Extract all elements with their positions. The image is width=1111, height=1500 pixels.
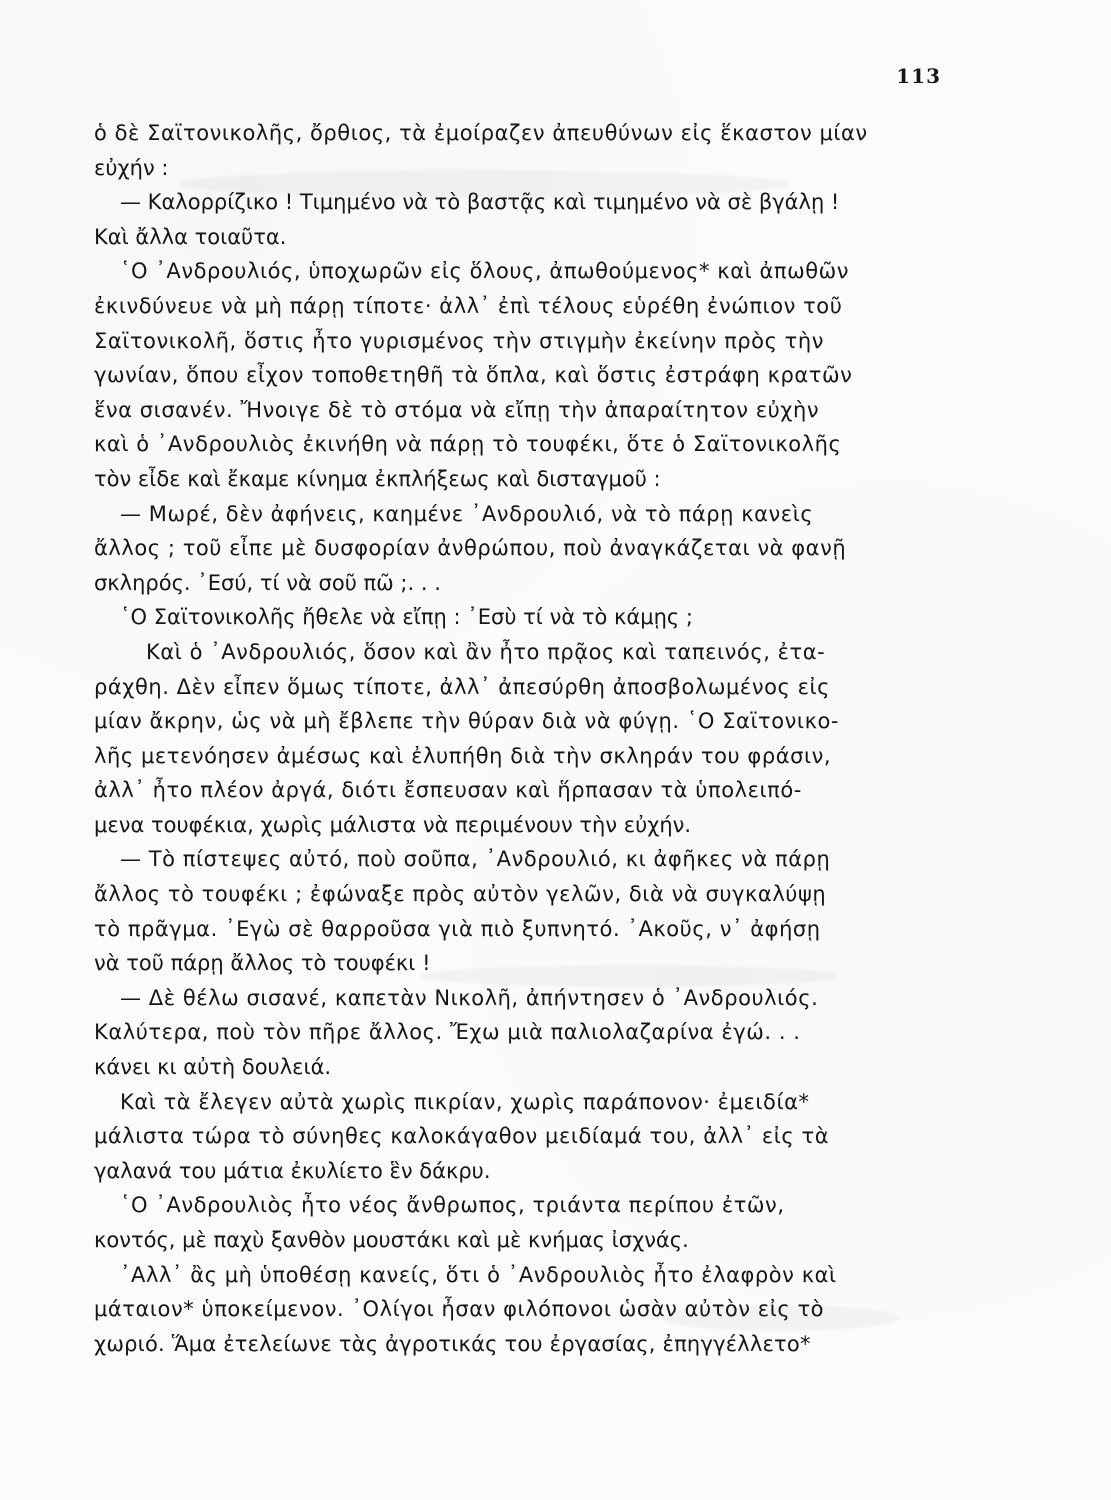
text-line: — Δὲ θέλω σισανέ, καπετὰν Νικολῆ, ἀπήντησεν ὁ ᾿Ανδρουλιός. [120,985,819,1010]
text-line: σκληρός. ᾿Εσύ, τί νὰ σοῦ πῶ ;. . . [94,570,441,595]
text-line: γαλανά του μάτια ἐκυλίετο ἓν δάκρυ. [94,1158,491,1183]
text-line: Καὶ ἄλλα τοιαῦτα. [94,224,287,249]
text-line: εὐχήν : [94,155,169,180]
text-line: Καὶ ὁ ᾿Ανδρουλιός, ὅσον καὶ ἂν ἦτο πρᾷος καὶ ταπεινός, ἐτα- [146,639,826,664]
text-line: γωνίαν, ὅπου εἶχον τοποθετηθῆ τὰ ὅπλα, καὶ ὅστις ἐστράφη κρατῶν [94,363,853,388]
text-line: καὶ ὁ ᾿Ανδρουλιὸς ἐκινήθη νὰ πάρῃ τὸ τουφέκι, ὅτε ὁ Σαϊτονικολῆς [94,432,842,457]
text-line: τὸν εἶδε καὶ ἔκαμε κίνημα ἐκπλήξεως καὶ δισταγμοῦ : [94,466,661,491]
text-line: ἕνα σισανέν. Ἤνοιγε δὲ τὸ στόμα νὰ εἴπῃ τὴν ἀπαραίτητον εὐχὴν [94,397,820,422]
text-line: χωριό. Ἅμα ἐτελείωνε τὰς ἀγροτικάς του ἐργασίας, ἐπηγγέλλετο* [94,1331,811,1356]
text-line: μάταιον* ὑποκείμενον. ᾿Ολίγοι ἦσαν φιλόπονοι ὡσὰν αὐτὸν εἰς τὸ [94,1297,825,1322]
text-line: μάλιστα τώρα τὸ σύνηθες καλοκάγαθον μειδίαμά του, ἀλλ᾿ εἰς τὰ [94,1124,830,1149]
text-line: Καλύτερα, ποὺ τὸν πῆρε ἄλλος. Ἔχω μιὰ παλιολαζαρίνα ἐγώ. . . [94,1020,801,1045]
text-line: μενα τουφέκια, χωρὶς μάλιστα νὰ περιμένουν τὴν εὐχήν. [94,812,692,837]
text-line: νὰ τοῦ πάρῃ ἄλλος τὸ τουφέκι ! [94,951,431,976]
text-line: Σαϊτονικολῆ, ὅστις ἦτο γυρισμένος τὴν στιγμὴν ἐκείνην πρὸς τὴν [94,328,825,353]
text-line: τὸ πρᾶγμα. ᾿Εγὼ σὲ θαρροῦσα γιὰ πιὸ ξυπνητό. ᾿Ακοῦς, ν᾿ ἀφήσῃ [94,916,821,941]
text-line: — Τὸ πίστεψες αὐτό, ποὺ σοῦπα, ᾿Ανδρουλιό, κι ἀφῆκες νὰ πάρῃ [120,847,831,872]
text-line: ἀλλ᾿ ἦτο πλέον ἀργά, διότι ἔσπευσαν καὶ ἥρπασαν τὰ ὑπολειπό- [94,778,802,803]
text-line: λῆς μετενόησεν ἀμέσως καὶ ἐλυπήθη διὰ τὴν σκληράν του φράσιν, [94,743,832,768]
text-line: — Καλορρίζικο ! Τιμημένο νὰ τὸ βαστᾷς καὶ τιμημένο νὰ σὲ βγάλῃ ! [120,190,840,215]
text-line: μίαν ἄκρην, ὡς νὰ μὴ ἔβλεπε τὴν θύραν διὰ νὰ φύγῃ. ῾Ο Σαϊτονικο- [94,709,840,734]
text-line: ᾿Αλλ᾿ ἂς μὴ ὑποθέσῃ κανείς, ὅτι ὁ ᾿Ανδρουλιὸς ἦτο ἐλαφρὸν καὶ [120,1262,837,1287]
text-line: κοντός, μὲ παχὺ ξανθὸν μουστάκι καὶ μὲ κνήμας ἰσχνάς. [94,1228,689,1252]
text-line: ἄλλος ; τοῦ εἶπε μὲ δυσφορίαν ἀνθρώπου, ποὺ ἀναγκάζεται νὰ φανῇ [94,536,847,561]
text-line: κάνει κι αὐτὴ δουλειά. [94,1055,332,1080]
text-line: ῾Ο Σαϊτονικολῆς ἤθελε νὰ εἴπῃ : ᾿Εσὺ τί νὰ τὸ κάμῃς ; [120,605,693,630]
text-line: ῾Ο ᾿Ανδρουλιός, ὑποχωρῶν εἰς ὅλους, ἀπωθούμενος* καὶ ἀπωθῶν [120,259,850,284]
body-text [94,116,944,1361]
text-line: ἐκινδύνευε νὰ μὴ πάρῃ τίποτε· ἀλλ᾿ ἐπὶ τέλους εὑρέθη ἐνώπιον τοῦ [94,293,843,318]
text-line: Καὶ τὰ ἔλεγεν αὐτὰ χωρὶς πικρίαν, χωρὶς παράπονον· ἐμειδία* [120,1089,810,1114]
text-line: ἄλλος τὸ τουφέκι ; ἐφώναξε πρὸς αὐτὸν γελῶν, διὰ νὰ συγκαλύψῃ [94,882,827,907]
text-line: ῾Ο ᾿Ανδρουλιὸς ἦτο νέος ἄνθρωπος, τριάντα περίπου ἐτῶν, [120,1193,785,1218]
text-line: — Μωρέ, δὲν ἀφήνεις, καημένε ᾿Ανδρουλιό, νὰ τὸ πάρῃ κανεὶς [120,501,814,526]
page-number: 113 [896,64,941,88]
text-line: ράχθη. Δὲν εἶπεν ὅμως τίποτε, ἀλλ᾿ ἀπεσύρθη ἀποσβολωμένος εἰς [94,674,831,699]
text-line: ὁ δὲ Σαϊτονικολῆς, ὄρθιος, τὰ ἐμοίραζεν ἀπευθύνων εἰς ἕκαστον μίαν [94,121,868,145]
